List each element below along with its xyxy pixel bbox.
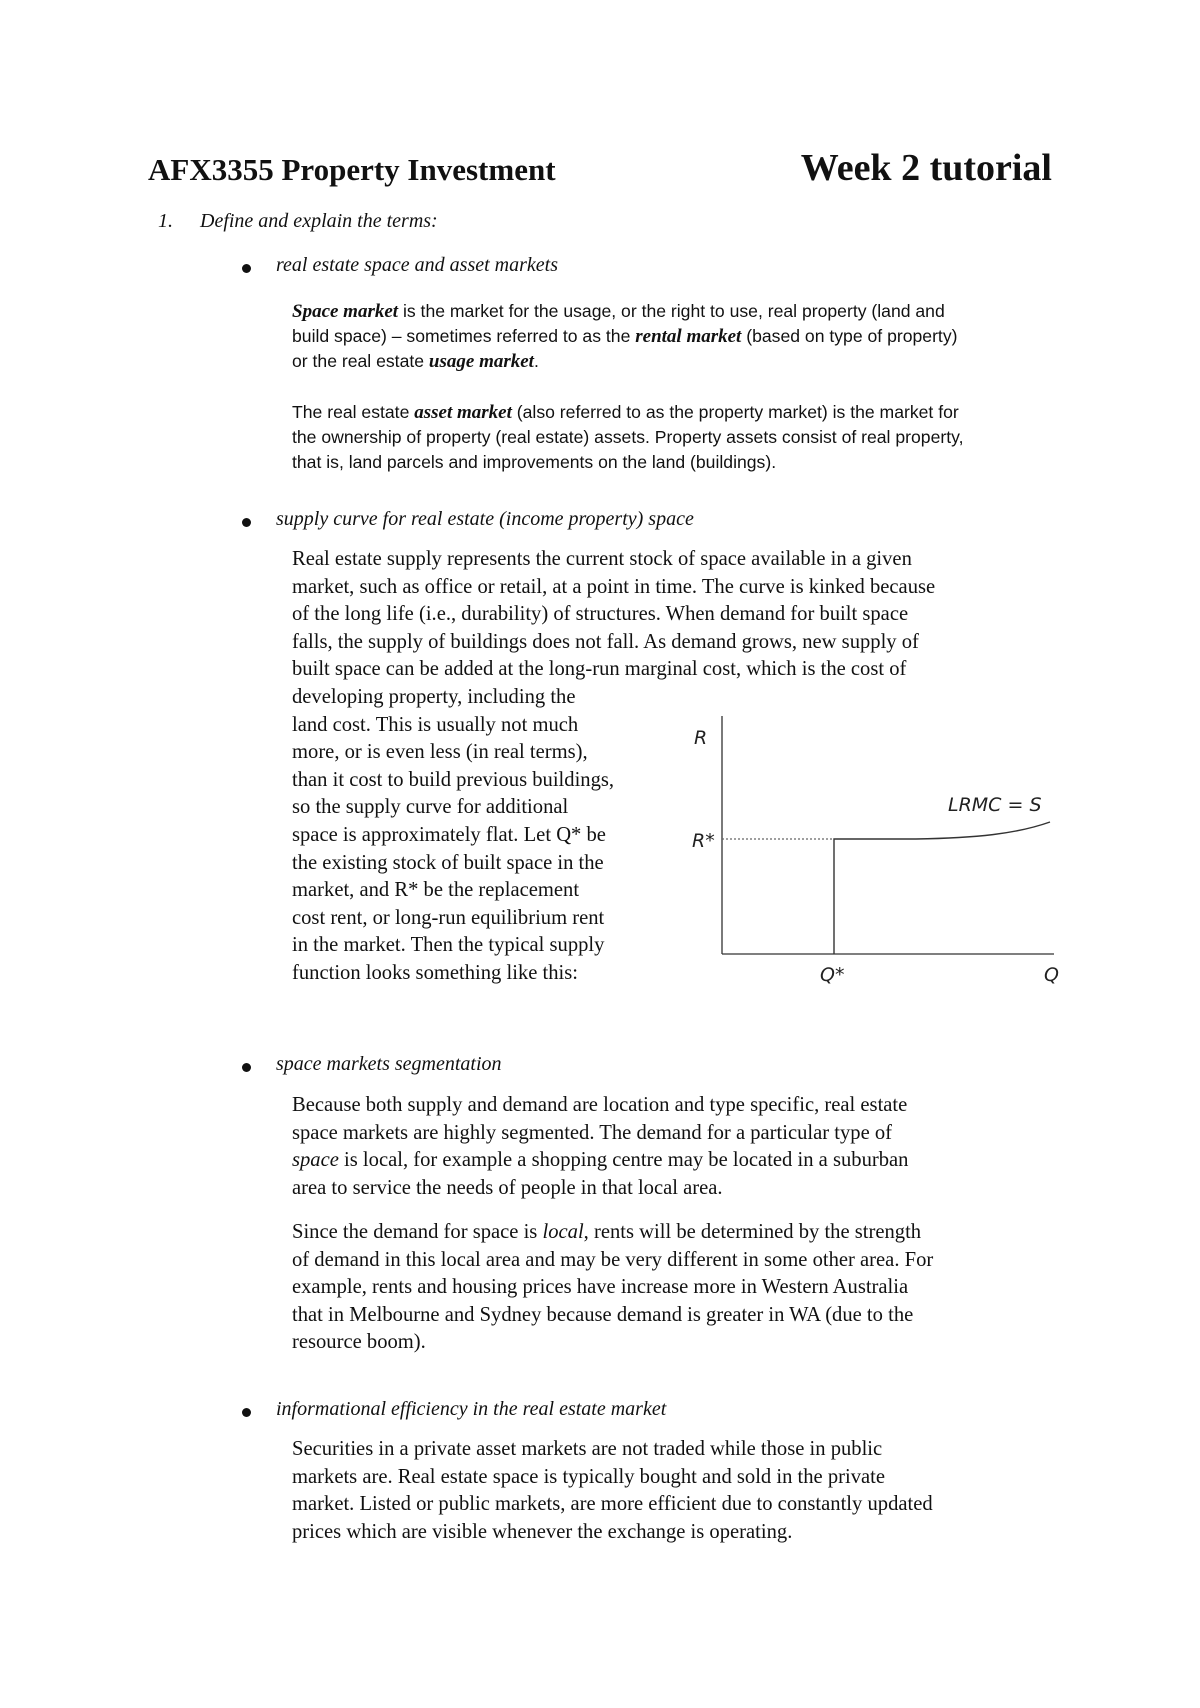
text-run: The real estate [292,402,415,422]
text-line [292,1147,1062,1175]
series-label-lrmc: LRMC = S [948,794,1042,816]
text-line: resource boom). [292,1331,426,1354]
text-line: land cost. This is usually not much [292,713,579,736]
text-line [292,400,1062,425]
bullet-label: supply curve for real estate (income property) space [276,508,694,530]
term-local: local [542,1221,584,1243]
text-line: built space can be added at the long-run marginal cost, which is the cost of [292,658,907,681]
y-axis-label: R [694,727,708,749]
supply-curve-kinked-segment [834,839,916,954]
term-asset-market: asset market [414,402,512,423]
text-line: of demand in this local area and may be very different in some other area. For [292,1248,934,1271]
text-line: falls, the supply of buildings does not fall. As demand grows, new supply of [292,630,919,653]
supply-curve-chart [686,706,1066,996]
text-line: that in Melbourne and Sydney because demand is greater in WA (due to the [292,1303,914,1326]
text-line: area to service the needs of people in that local area. [292,1176,723,1199]
text-line [292,324,1062,349]
segmentation-paragraph-2 [292,1219,1062,1357]
text-run: , rents will be determined by the strength [583,1221,922,1243]
efficiency-paragraph [292,1436,1062,1546]
bullet-label: informational efficiency in the real estate market [276,1398,667,1420]
text-line: space markets are highly segmented. The demand for a particular type of [292,1121,893,1144]
text-line: Securities in a private asset markets are not traded while those in public [292,1438,883,1460]
x-axis-label: Q [1044,964,1059,986]
segmentation-paragraph-1 [292,1092,1062,1202]
term-usage-market: usage market [428,351,534,372]
text-line: the existing stock of built space in the [292,851,604,874]
bullet-dot [242,264,251,273]
question-number: 1. [158,210,173,232]
chart-svg [686,706,1066,996]
y-tick-r-star: R* [692,830,715,852]
text-line: Because both supply and demand are location and type specific, real estate [292,1094,908,1116]
bullet-dot [242,1408,251,1417]
asset-market-paragraph [292,400,1062,475]
text-run: Since the demand for space is [292,1221,543,1243]
text-line: Real estate supply represents the current stock of space available in a given [292,548,912,570]
text-run: (also referred to as the property market) is the market for [511,402,959,422]
term-rental-market: rental market [635,326,742,347]
text-line: the ownership of property (real estate) assets. Property assets consist of real property, [292,427,964,447]
x-tick-q-star: Q* [820,964,845,986]
bullet-dot [242,1063,251,1072]
space-market-paragraph [292,299,1062,374]
text-line: space is approximately flat. Let Q* be [292,823,606,846]
text-line: function looks something like this: [292,961,579,984]
text-line: than it cost to build previous buildings, [292,768,615,791]
text-line: so the supply curve for additional [292,796,569,819]
text-run: (based on type of property) [741,326,958,346]
header [148,146,1052,196]
text-run: build space) – sometimes referred to as the [292,326,636,346]
text-line: markets are. Real estate space is typically bought and sold in the private [292,1465,886,1488]
text-line: market. Listed or public markets, are more efficient due to constantly updated [292,1493,933,1516]
text-line: developing property, including the [292,685,576,708]
text-line: market, such as office or retail, at a point in time. The curve is kinked because [292,575,936,598]
week-title: Week 2 tutorial [800,147,1052,189]
bullet-label: real estate space and asset markets [276,254,558,276]
text-run: is local, for example a shopping centre may be located in a suburban [338,1149,909,1172]
text-line: example, rents and housing prices have increase more in Western Australia [292,1276,909,1299]
text-line: that is, land parcels and improvements on the land (buildings). [292,452,777,472]
term-space-market: Space market [292,301,399,322]
course-title: AFX3355 Property Investment [148,152,556,187]
text-line [292,349,1062,374]
text-line: market, and R* be the replacement [292,879,580,902]
text-line: in the market. Then the typical supply [292,934,605,957]
text-run: . [533,351,539,371]
text-line: cost rent, or long-run equilibrium rent [292,906,605,929]
text-line: prices which are visible whenever the exchange is operating. [292,1520,793,1543]
text-line [292,299,1062,324]
question-1 [158,210,438,233]
text-line: of the long life (i.e., durability) of structures. When demand for built space [292,603,909,626]
term-space: space [292,1149,339,1172]
text-line: more, or is even less (in real terms), [292,741,588,764]
text-run: or the real estate [292,351,429,371]
bullet-dot [242,518,251,527]
text-line [292,1219,1062,1247]
text-run: is the market for the usage, or the right to use, real property (land and [398,301,945,321]
supply-curve-lrmc-segment [916,822,1050,839]
bullet-label: space markets segmentation [276,1053,502,1075]
question-prompt: Define and explain the terms: [200,210,438,232]
